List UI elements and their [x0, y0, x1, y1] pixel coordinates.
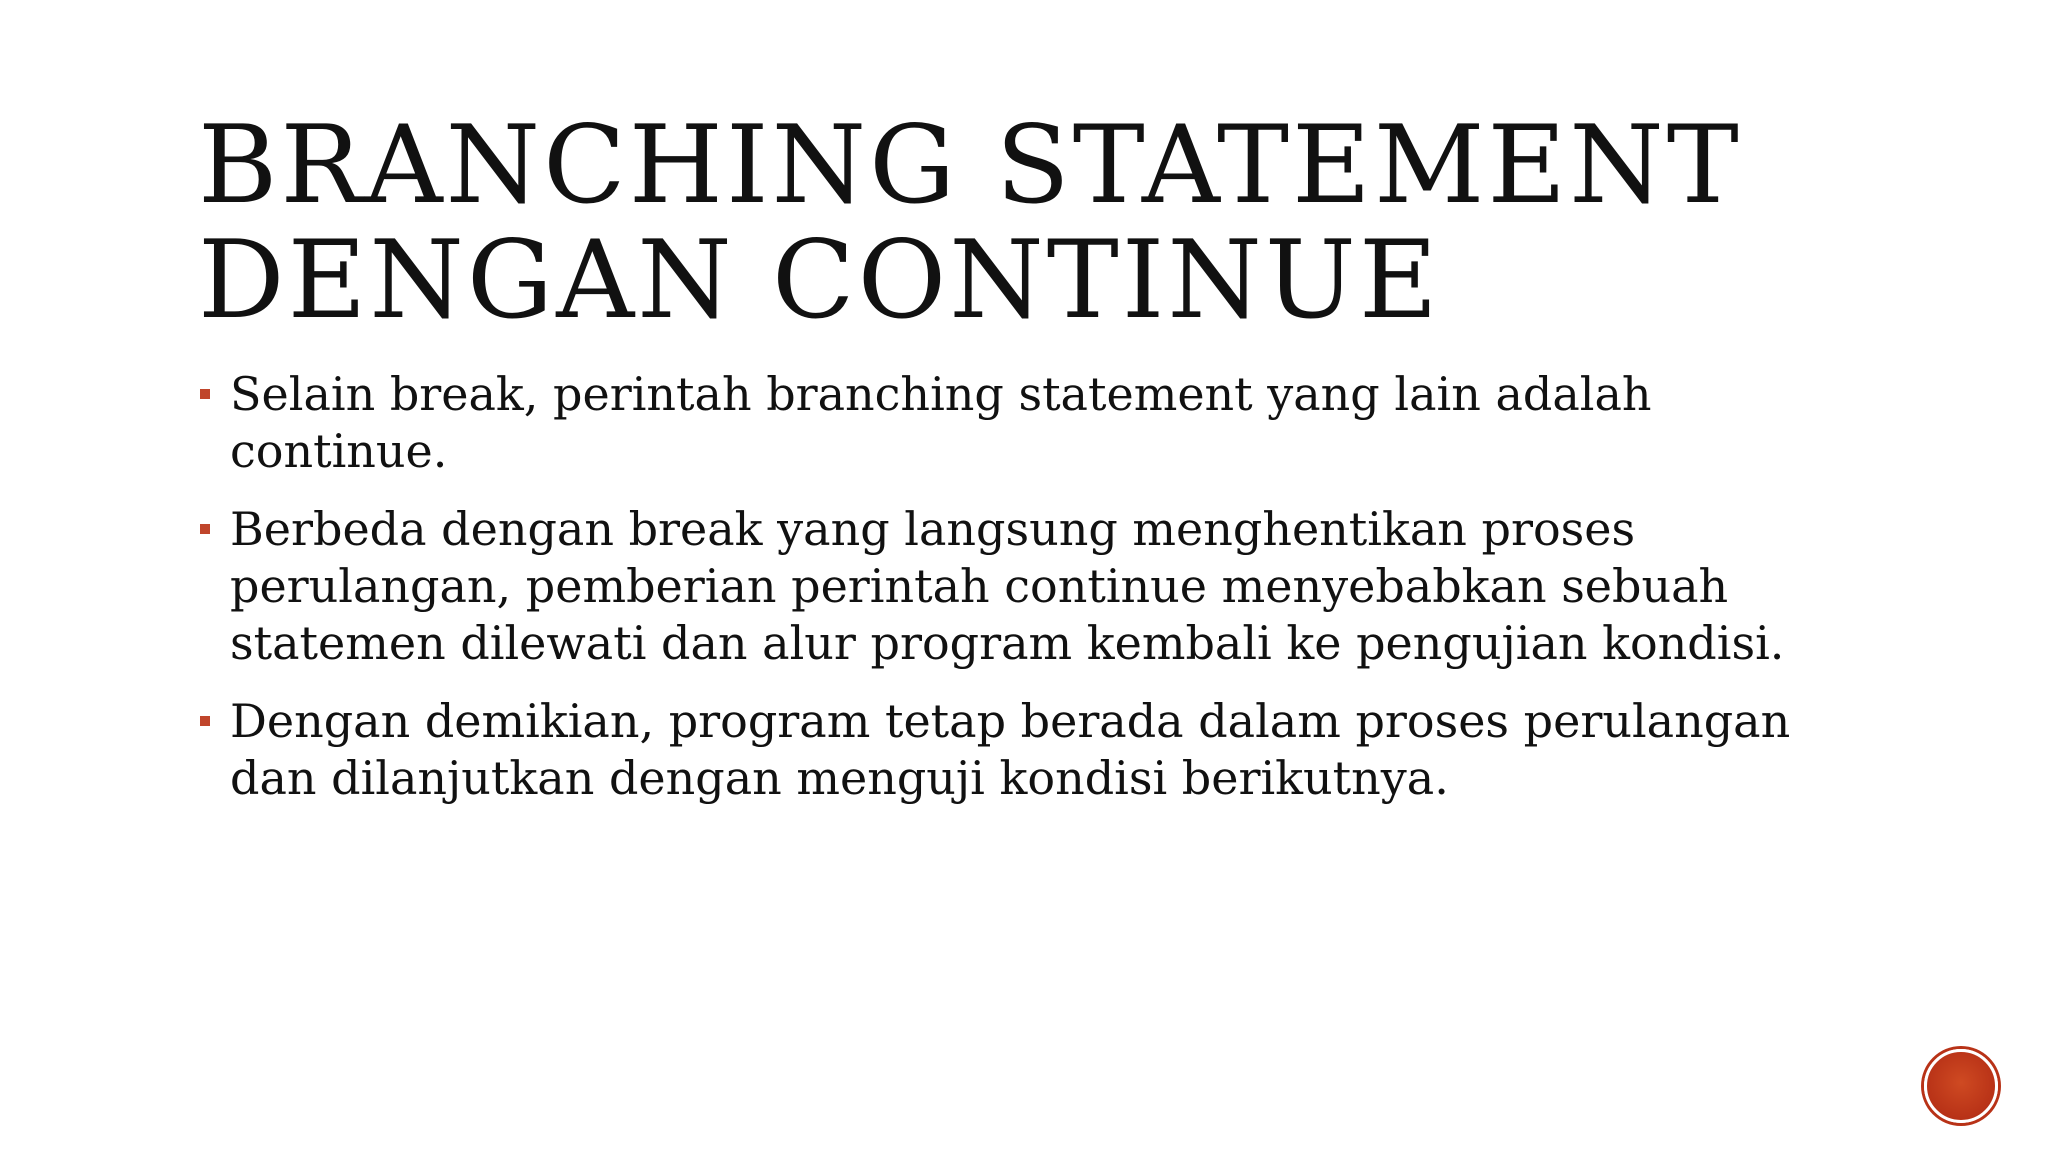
bullet-text-line: dan dilanjutkan dengan menguji kondisi berikutnya. — [230, 751, 1449, 805]
bullet-list — [198, 366, 1898, 828]
bullet-item-1 — [198, 366, 1898, 480]
slide-number-badge-icon — [1924, 1049, 1998, 1123]
bullet-item-3 — [198, 693, 1898, 807]
slide-title — [198, 103, 1898, 343]
bullet-text-line: Dengan demikian, program tetap berada dalam proses perulangan — [230, 694, 1791, 748]
square-bullet-icon — [200, 524, 210, 534]
slide-title-line-2: DENGAN CONTINUE — [198, 218, 1441, 343]
square-bullet-icon — [200, 716, 210, 726]
bullet-text-line: perulangan, pemberian perintah continue menyebabkan sebuah — [230, 559, 1729, 613]
square-bullet-icon — [200, 389, 210, 399]
bullet-text-line: statemen dilewati dan alur program kembali ke pengujian kondisi. — [230, 616, 1785, 670]
bullet-text-line: continue. — [230, 424, 448, 478]
bullet-item-2 — [198, 501, 1898, 672]
bullet-text-line: Selain break, perintah branching statement yang lain adalah — [230, 367, 1652, 421]
bullet-text-line: Berbeda dengan break yang langsung menghentikan proses — [230, 502, 1636, 556]
slide-title-line-1: BRANCHING STATEMENT — [198, 103, 1742, 228]
